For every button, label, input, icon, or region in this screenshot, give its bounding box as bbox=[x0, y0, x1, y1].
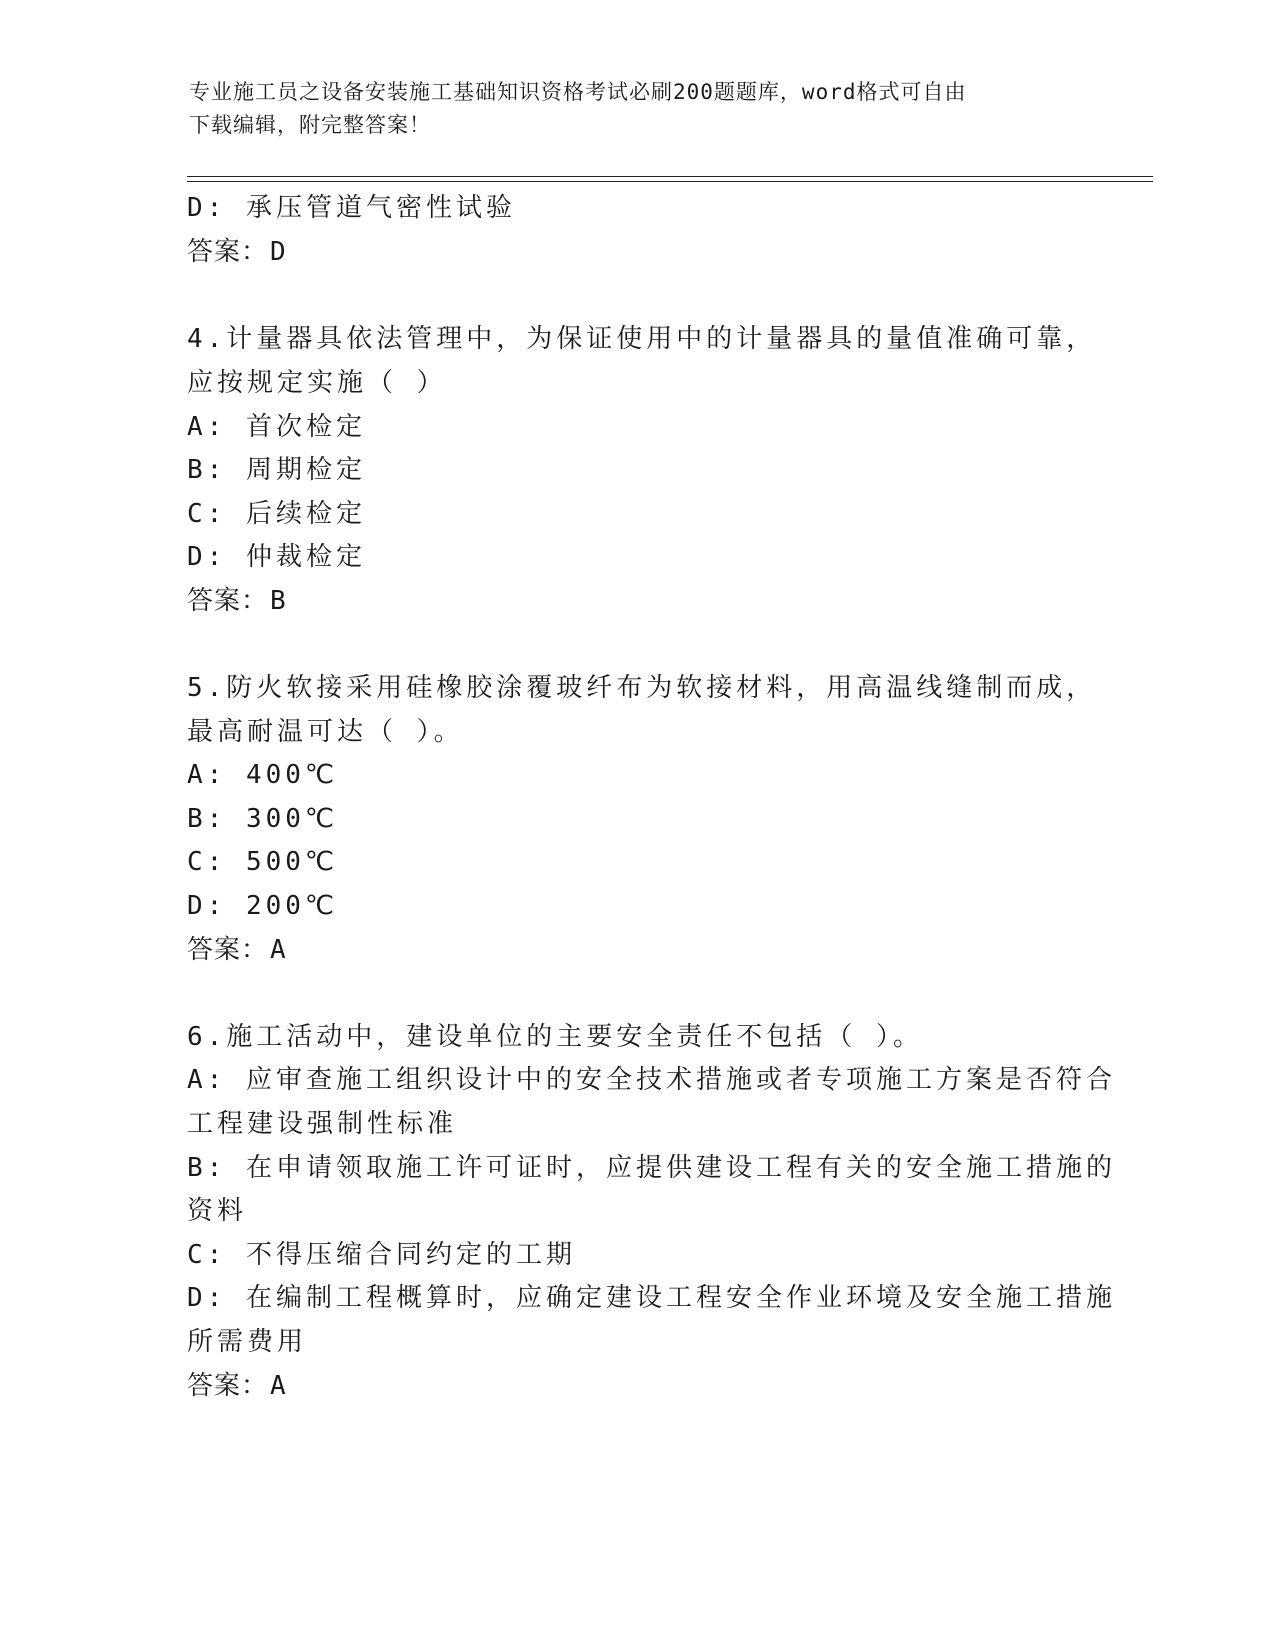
answer-value: A bbox=[270, 935, 286, 965]
document-header bbox=[189, 76, 1069, 142]
header-title-line-1: 专业施工员之设备安装施工基础知识资格考试必刷200题题库，word格式可自由 bbox=[189, 80, 967, 104]
q5-option-d: D: 200℃ bbox=[187, 891, 339, 921]
header-divider-bottom bbox=[187, 181, 1153, 182]
q3-answer bbox=[187, 235, 1087, 269]
q6-option-d-line-2: 所需费用 bbox=[187, 1327, 308, 1357]
q6-option-b-line-1: B: 在申请领取施工许可证时，应提供建设工程有关的安全施工措施的 bbox=[187, 1153, 1116, 1183]
q6-option-b-line-2: 资料 bbox=[187, 1196, 248, 1226]
header-divider-top bbox=[187, 176, 1153, 177]
q4-option-d: D: 仲裁检定 bbox=[187, 542, 366, 572]
q4-option-a: A: 首次检定 bbox=[187, 412, 366, 442]
q6-option-a-line-2: 工程建设强制性标准 bbox=[187, 1109, 458, 1139]
q6-option-a-line-1: A: 应审查施工组织设计中的安全技术措施或者专项施工方案是否符合 bbox=[187, 1065, 1116, 1095]
q3-option-d: D: 承压管道气密性试验 bbox=[187, 193, 516, 223]
q4-stem-line-1: 4.计量器具依法管理中，为保证使用中的计量器具的量值准确可靠， bbox=[187, 324, 1097, 354]
answer-label: 答案： bbox=[187, 935, 269, 965]
answer-label: 答案： bbox=[187, 237, 269, 267]
answer-value: A bbox=[270, 1371, 286, 1401]
q5-stem-line-2: 最高耐温可达（ ）。 bbox=[187, 717, 464, 747]
q5-stem-line-1: 5.防火软接采用硅橡胶涂覆玻纤布为软接材料，用高温线缝制而成， bbox=[187, 673, 1097, 703]
q5-option-c: C: 500℃ bbox=[187, 847, 339, 877]
q6-option-d-line-1: D: 在编制工程概算时，应确定建设工程安全作业环境及安全施工措施 bbox=[187, 1283, 1116, 1313]
q4-stem-line-2: 应按规定实施（ ） bbox=[187, 368, 447, 398]
q4-option-c: C: 后续检定 bbox=[187, 499, 366, 529]
answer-label: 答案： bbox=[187, 1371, 269, 1401]
q5-answer bbox=[187, 933, 1087, 967]
q6-stem: 6.施工活动中，建设单位的主要安全责任不包括（ ）。 bbox=[187, 1022, 923, 1052]
answer-value: B bbox=[270, 586, 286, 616]
header-title-line-2: 下载编辑，附完整答案！ bbox=[189, 113, 431, 137]
q6-answer bbox=[187, 1369, 1087, 1403]
q6-option-c: C: 不得压缩合同约定的工期 bbox=[187, 1240, 576, 1270]
q4-answer bbox=[187, 584, 1087, 618]
answer-value: D bbox=[270, 237, 286, 267]
q4-option-b: B: 周期检定 bbox=[187, 455, 366, 485]
q5-option-b: B: 300℃ bbox=[187, 804, 339, 834]
answer-label: 答案： bbox=[187, 586, 269, 616]
q5-option-a: A: 400℃ bbox=[187, 760, 339, 790]
